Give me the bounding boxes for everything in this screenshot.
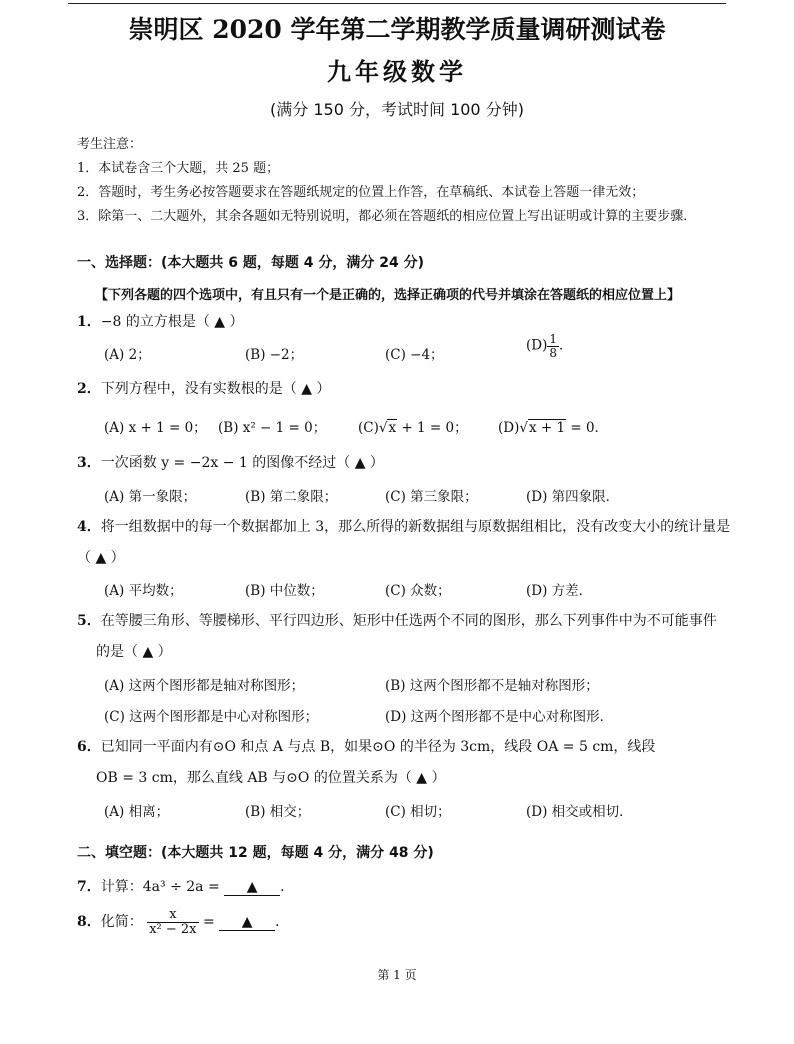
q6-option-c: (C) 相切； [385,804,451,820]
question-6 [77,736,655,756]
answer-blank: ▲ [224,879,280,896]
q6-option-b: (B) 相交； [245,804,311,820]
notice-heading: 考生注意： [77,137,143,152]
answer-blank: ▲ [219,914,275,931]
q4-option-d: (D) 方差． [526,583,593,599]
fraction [547,333,559,359]
q2-option-d: (D)√x + 1 = 0． [498,420,609,436]
question-suffix: ． [275,914,290,931]
option-label: (D) [526,337,548,354]
fraction-denominator: 8 [549,345,557,360]
equals-sign: = [202,914,215,931]
q3-option-c: (C) 第三象限； [385,489,478,505]
question-text: −8 的立方根是（ ▲ ） [100,314,244,330]
section1-instruction: 【下列各题的四个选项中，有且只有一个是正确的，选择正确项的代号并填涂在答题纸的相应位置上】 [95,288,681,303]
option-label: (D) [498,420,520,436]
question-text: 下列方程中，没有实数根的是（ ▲ ） [100,381,331,397]
question-1 [77,311,244,331]
q1-option-d [526,333,573,359]
question-4 [77,516,730,536]
question-number: 2． [77,381,101,397]
question-text: 计算：4a³ ÷ 2a = [100,879,220,895]
exam-subtitle: 九年级数学 [327,57,467,86]
notice-item-2: 2．答题时，考生务必按答题要求在答题纸规定的位置上作答，在草稿纸、本试卷上答题一律无效； [77,185,645,200]
q6-option-a: (A) 相离； [104,804,170,820]
fraction [147,908,198,936]
option-suffix: + 1 = 0； [397,420,468,436]
q5-option-d: (D) 这两个图形都不是中心对称图形． [385,709,614,725]
q4-option-a: (A) 平均数； [104,583,183,599]
section2-title: 二、填空题：(本大题共 12 题，每题 4 分，满分 48 分) [77,845,434,861]
q5-option-c: (C) 这两个图形都是中心对称图形； [104,709,319,725]
option-suffix: ． [559,337,573,354]
question-text: 在等腰三角形、等腰梯形、平行四边形、矩形中任选两个不同的图形，那么下列事件中为不可能事件 [100,613,717,629]
q1-option-a: (A) 2； [104,347,151,363]
question-number: 6． [77,739,101,755]
question-text: 已知同一平面内有⊙O 和点 A 与点 B，如果⊙O 的半径为 3cm，线段 OA = 5 cm，线段 [100,739,656,755]
question-7 [77,876,294,896]
q5-option-b: (B) 这两个图形都不是轴对称图形； [385,678,599,694]
q1-option-b: (B) −2； [245,347,304,363]
question-number: 7． [77,879,101,895]
notice-item-1: 1．本试卷含三个大题，共 25 题； [77,161,280,176]
radicand: x [388,420,397,436]
question-number: 4． [77,519,101,535]
radicand: x + 1 [528,420,566,436]
question-number: 8． [77,914,101,931]
question-number: 5． [77,613,101,629]
question-text: 一次函数 y = −2x − 1 的图像不经过（ ▲ ） [100,455,384,471]
option-suffix: = 0． [566,420,609,436]
exam-title: 崇明区 2020 学年第二学期教学质量调研测试卷 [128,15,666,44]
q2-option-c: (C)√x + 1 = 0； [358,420,468,436]
q6-option-d: (D) 相交或相切． [526,804,633,820]
q4-option-c: (C) 众数； [385,583,451,599]
question-prefix: 化简： [100,914,143,931]
question-5-continuation: 的是（ ▲ ） [96,644,172,660]
q3-option-b: (B) 第二象限； [245,489,338,505]
q3-option-a: (A) 第一象限； [104,489,197,505]
fraction-numerator: 1 [549,332,557,346]
q2-option-a: (A) x + 1 = 0； [104,420,207,436]
question-2 [77,378,330,398]
question-5 [77,610,717,630]
question-6-continuation: OB = 3 cm，那么直线 AB 与⊙O 的位置关系为（ ▲ ） [96,770,446,786]
fraction-numerator: x [147,908,198,923]
q2-option-b: (B) x² − 1 = 0； [218,420,327,436]
question-3 [77,452,384,472]
notice-item-3: 3．除第一、二大题外，其余各题如无特别说明，都必须在答题纸的相应位置上写出证明或计算的主要步骤． [77,209,697,224]
q1-option-c: (C) −4； [385,347,444,363]
question-8 [77,908,289,936]
q4-option-b: (B) 中位数； [245,583,324,599]
question-number: 3． [77,455,101,471]
section1-title: 一、选择题：(本大题共 6 题，每题 4 分，满分 24 分) [77,255,425,271]
q5-option-a: (A) 这两个图形都是轴对称图形； [104,678,305,694]
question-suffix: ． [280,879,295,895]
page-number: 第 1 页 [377,968,417,982]
question-number: 1． [77,314,101,330]
q3-option-d: (D) 第四象限． [526,489,620,505]
top-rule [68,3,726,4]
fraction-denominator: x² − 2x [149,921,197,937]
question-4-continuation: （ ▲ ） [77,550,125,566]
score-info: (满分 150 分，考试时间 100 分钟) [270,100,524,119]
option-label: (C) [358,420,379,436]
question-text: 将一组数据中的每一个数据都加上 3，那么所得的新数据组与原数据组相比，没有改变大小的统计量是 [100,519,731,535]
